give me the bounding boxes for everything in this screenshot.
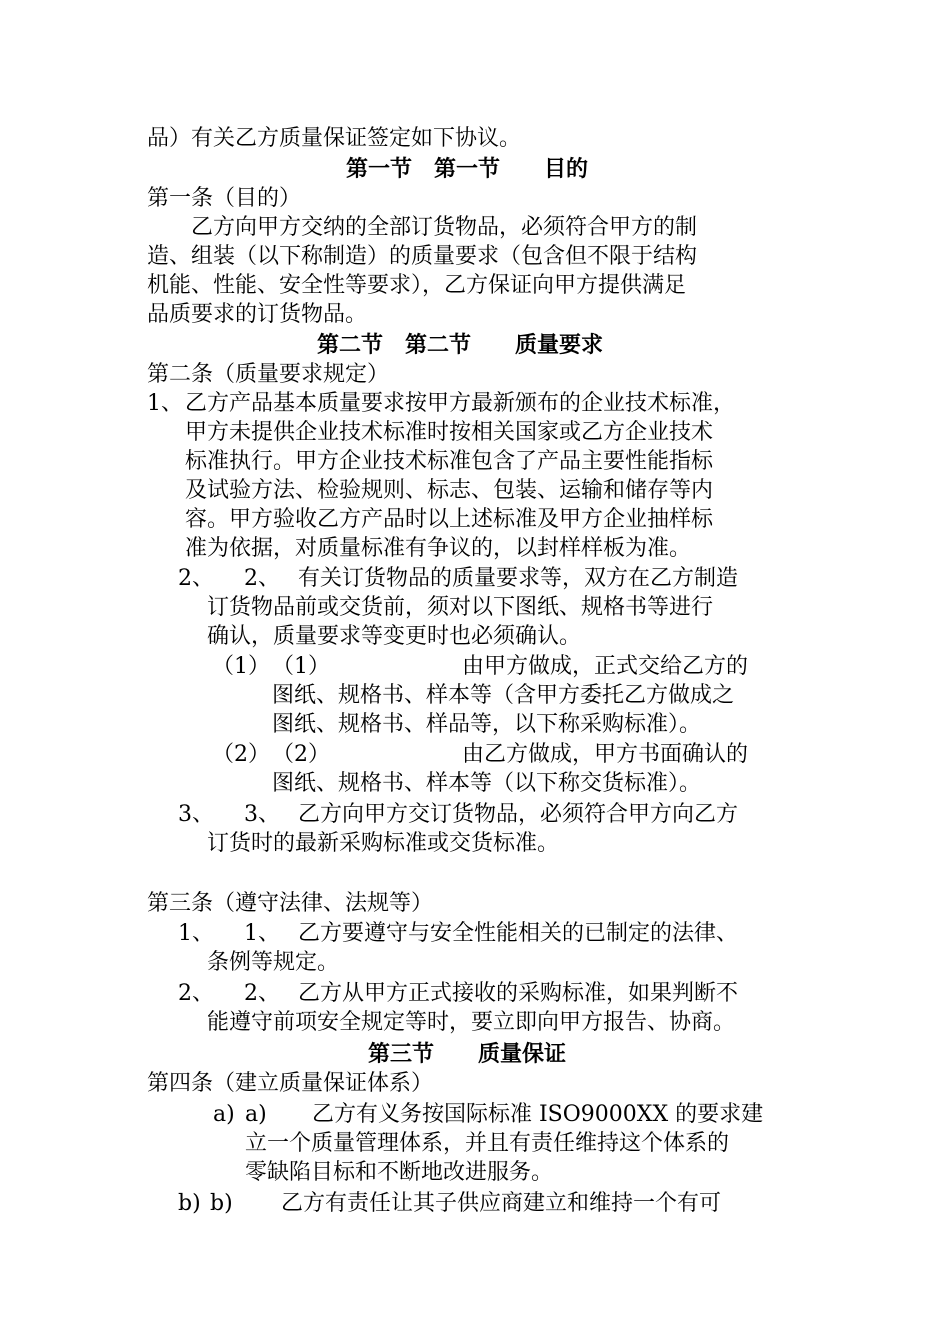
section-3-heading: 第三节 质量保证 [368, 1041, 567, 1067]
sublist-number-duplicate: （2） [272, 742, 330, 767]
list-item-line: 零缺陷目标和不断地改进服务。 [245, 1160, 554, 1185]
list-item-line: 有关订货物品的质量要求等，双方在乙方制造 [298, 566, 739, 591]
section-1-heading: 第一节 第一节 目的 [346, 156, 589, 182]
sublist-item-line: 图纸、规格书、样品等，以下称采购标准）。 [272, 712, 702, 737]
list-item-line: 条例等规定。 [207, 950, 340, 975]
list-item-line: 订货时的最新采购标准或交货标准。 [207, 831, 560, 856]
list-letter: a) [213, 1102, 235, 1127]
list-item-line: 标准执行。甲方企业技术标准包含了产品主要性能指标 [185, 449, 714, 474]
article-1-line: 品质要求的订货物品。 [147, 302, 368, 327]
sublist-number: （2） [212, 742, 270, 767]
list-item-line: 准为依据，对质量标准有争议的，以封样样板为准。 [185, 536, 692, 561]
sublist-item-line: 由乙方做成，甲方书面确认的 [462, 742, 749, 767]
list-item-line: 乙方从甲方正式接收的采购标准，如果判断不 [298, 981, 739, 1006]
article-1-title: 第一条（目的） [147, 186, 302, 211]
list-item-line: 能遵守前项安全规定等时，要立即向甲方报告、协商。 [207, 1010, 736, 1035]
list-item-line: 确认，质量要求等变更时也必须确认。 [207, 624, 582, 649]
list-item-line: 乙方向甲方交订货物品，必须符合甲方向乙方 [298, 802, 739, 827]
list-number: 1、 [147, 391, 183, 416]
list-number-duplicate: 3、 [244, 802, 280, 827]
sublist-number-duplicate: （1） [272, 654, 330, 679]
section-2-heading: 第二节 第二节 质量要求 [317, 332, 604, 358]
list-number: 2、 [178, 566, 214, 591]
list-number-duplicate: 1、 [244, 921, 280, 946]
list-number: 1、 [178, 921, 214, 946]
list-item-line: 立一个质量管理体系，并且有责任维持这个体系的 [245, 1131, 730, 1156]
intro-line: 品）有关乙方质量保证签定如下协议。 [147, 126, 522, 151]
list-number: 3、 [178, 802, 214, 827]
sublist-item-line: 由甲方做成，正式交给乙方的 [462, 654, 749, 679]
article-1-line: 机能、性能、安全性等要求），乙方保证向甲方提供满足 [147, 273, 687, 298]
list-item-line: 乙方有义务按国际标准 ISO9000XX 的要求建 [312, 1102, 764, 1127]
sublist-item-line: 图纸、规格书、样本等（含甲方委托乙方做成之 [272, 683, 735, 708]
list-item-line: 订货物品前或交货前，须对以下图纸、规格书等进行 [207, 595, 714, 620]
list-number-duplicate: 2、 [244, 981, 280, 1006]
list-letter-duplicate: b) [210, 1191, 233, 1216]
article-1-line: 乙方向甲方交纳的全部订货物品，必须符合甲方的制 [147, 215, 698, 240]
sublist-item-line: 图纸、规格书、样本等（以下称交货标准）。 [272, 771, 702, 796]
article-4-title: 第四条（建立质量保证体系） [147, 1071, 434, 1096]
list-item-line: 甲方未提供企业技术标准时按相关国家或乙方企业技术 [185, 420, 714, 445]
list-item-line: 乙方要遵守与安全性能相关的已制定的法律、 [298, 921, 739, 946]
list-number: 2、 [178, 981, 214, 1006]
sublist-number: （1） [212, 654, 270, 679]
list-item-line: 乙方有责任让其子供应商建立和维持一个有可 [281, 1191, 722, 1216]
list-item-line: 及试验方法、检验规则、标志、包装、运输和储存等内 [185, 478, 714, 503]
list-item-line: 乙方产品基本质量要求按甲方最新颁布的企业技术标准， [185, 391, 736, 416]
article-2-title: 第二条（质量要求规定） [147, 362, 390, 387]
list-letter-duplicate: a) [245, 1102, 267, 1127]
article-3-title: 第三条（遵守法律、法规等） [147, 891, 434, 916]
list-number-duplicate: 2、 [244, 566, 280, 591]
article-1-line: 造、组装（以下称制造）的质量要求（包含但不限于结构 [147, 244, 698, 269]
list-letter: b) [178, 1191, 201, 1216]
list-item-line: 容。甲方验收乙方产品时以上述标准及甲方企业抽样标 [185, 507, 714, 532]
